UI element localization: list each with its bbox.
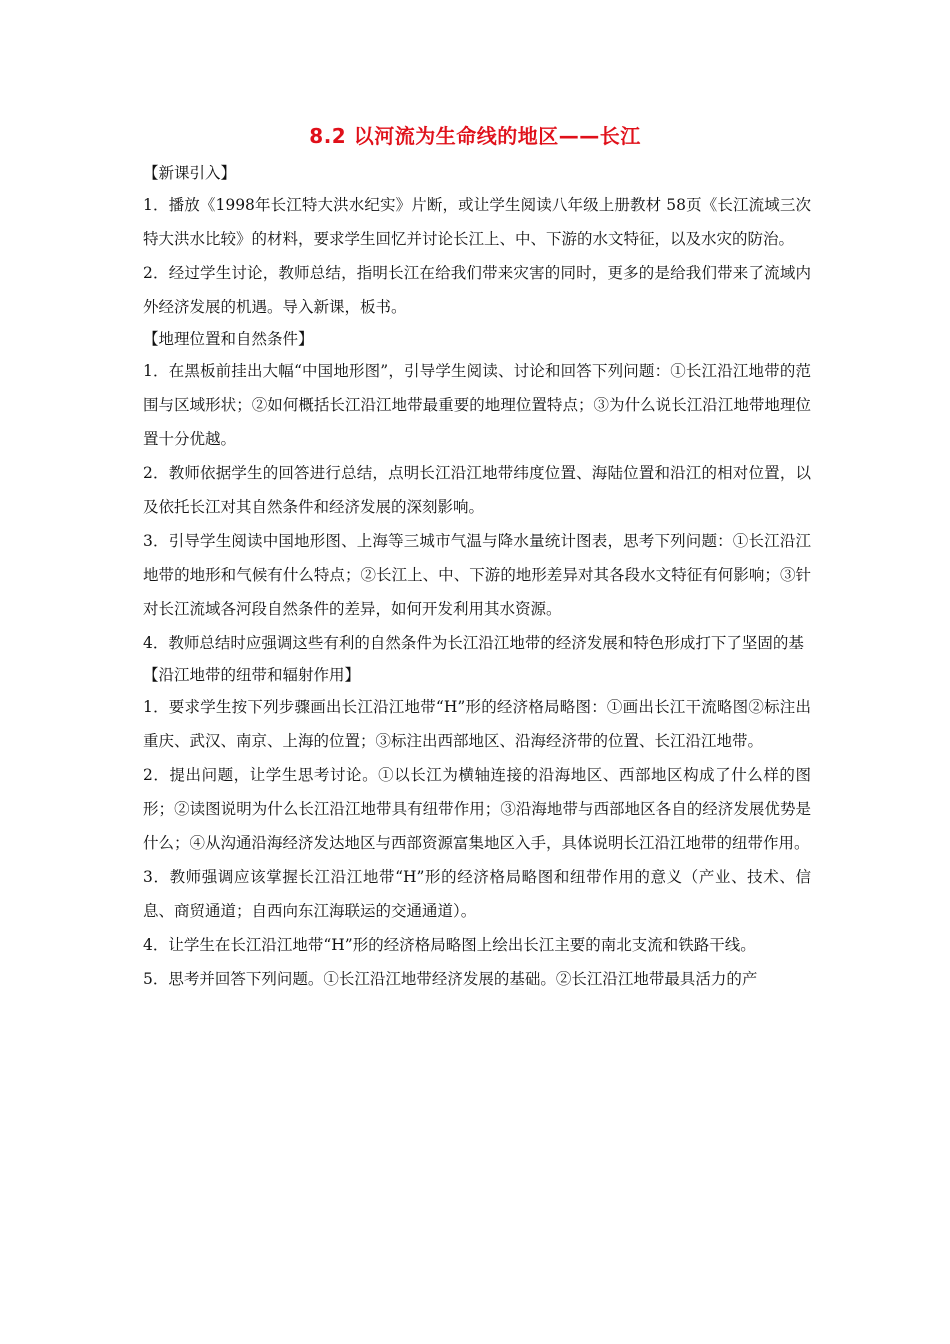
section-heading: 【新课引入】 [143,164,237,182]
paragraph: 3．引导学生阅读中国地形图、上海等三城市气温与降水量统计图表，思考下列问题：①长江沿江地带的地形和气候有什么特点；②长江上、中、下游的地形差异对其各段水文特征有何影响；③针对长江流域各河段自然条件的差异，如何开发利用其水资源。 [143,532,811,618]
paragraph: 1．在黑板前挂出大幅“中国地形图”，引导学生阅读、讨论和回答下列问题：①长江沿江地带的范围与区域形状；②如何概括长江沿江地带最重要的地理位置特点；③为什么说长江沿江地带地理位置十分优越。 [143,362,811,448]
paragraph: 4．让学生在长江沿江地带“H”形的经济格局略图上绘出长江主要的南北支流和铁路干线。 [143,936,756,954]
section-hub-role [143,660,811,996]
section-heading: 【沿江地带的纽带和辐射作用】 [143,666,361,684]
page-title: 8.2 以河流为生命线的地区——长江 [309,124,641,148]
paragraph: 4．教师总结时应强调这些有利的自然条件为长江沿江地带的经济发展和特色形成打下了坚固的基 [143,634,804,652]
paragraph: 2．提出问题，让学生思考讨论。①以长江为横轴连接的沿海地区、西部地区构成了什么样的图形；②读图说明为什么长江沿江地带具有纽带作用；③沿海地带与西部地区各自的经济发展优势是什么；④从沟通沿海经济发达地区与西部资源富集地区入手，具体说明长江沿江地带的纽带作用。 [143,766,811,852]
paragraph: 5．思考并回答下列问题。①长江沿江地带经济发展的基础。②长江沿江地带最具活力的产 [143,970,758,988]
paragraph: 1．播放《1998年长江特大洪水纪实》片断，或让学生阅读八年级上册教材 58页《长江流域三次特大洪水比较》的材料，要求学生回忆并讨论长江上、中、下游的水文特征，以及水灾的防治。 [143,196,811,248]
section-heading: 【地理位置和自然条件】 [143,330,314,348]
document-body [143,158,811,996]
section-intro [143,158,811,324]
paragraph: 2．教师依据学生的回答进行总结，点明长江沿江地带纬度位置、海陆位置和沿江的相对位置，以及依托长江对其自然条件和经济发展的深刻影响。 [143,464,811,516]
paragraph: 3．教师强调应该掌握长江沿江地带“H”形的经济格局略图和纽带作用的意义（产业、技术、信息、商贸通道；自西向东江海联运的交通通道）。 [143,868,811,920]
paragraph: 1．要求学生按下列步骤画出长江沿江地带“H”形的经济格局略图：①画出长江干流略图②标注出重庆、武汉、南京、上海的位置；③标注出西部地区、沿海经济带的位置、长江沿江地带。 [143,698,811,750]
section-location [143,324,811,660]
paragraph: 2．经过学生讨论，教师总结，指明长江在给我们带来灾害的同时，更多的是给我们带来了流域内外经济发展的机遇。导入新课，板书。 [143,264,811,316]
